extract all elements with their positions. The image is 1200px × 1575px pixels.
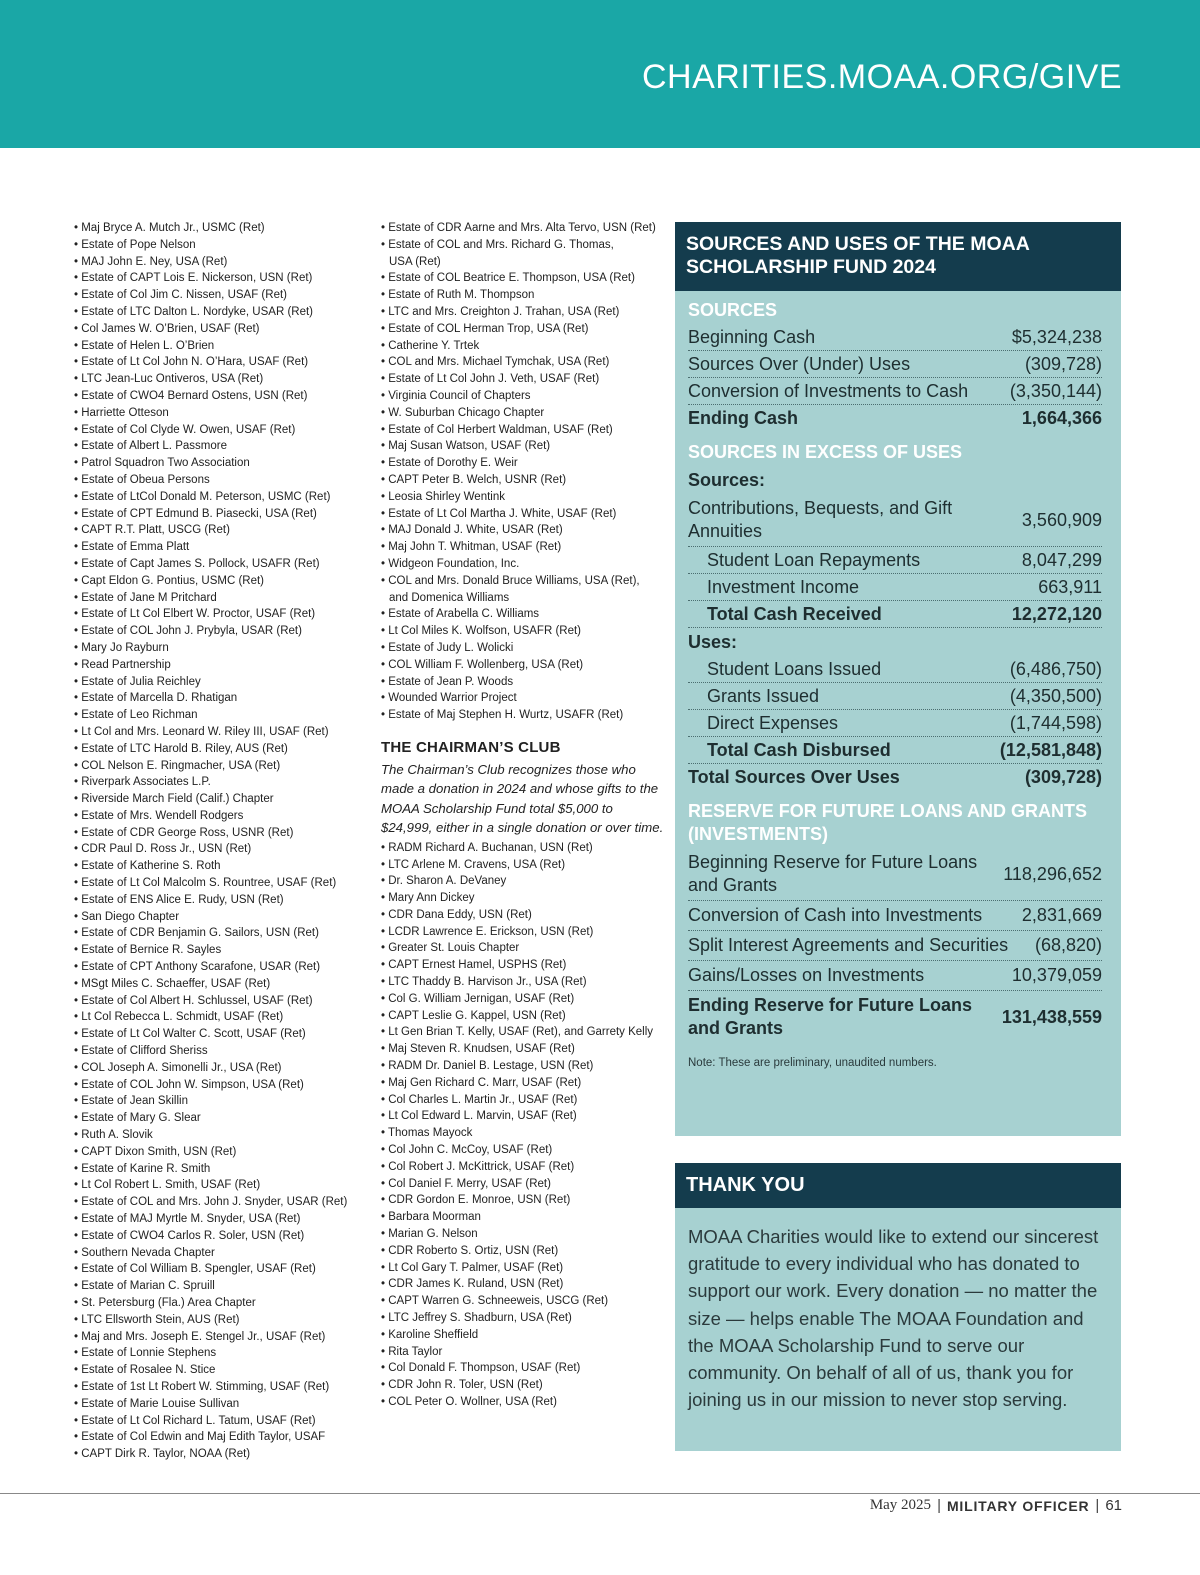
fund-row bbox=[688, 324, 1102, 351]
row-label: Student Loans Issued bbox=[707, 659, 882, 679]
donor-list-item: • Estate of Pope Nelson bbox=[74, 238, 196, 251]
donor-list-item: • Estate of Dorothy E. Weir bbox=[381, 457, 518, 470]
donor-list-item: • Leosia Shirley Wentink bbox=[381, 490, 505, 503]
donor-list-item: • Greater St. Louis Chapter bbox=[381, 942, 520, 955]
chairmans-club-title: THE CHAIRMAN’S CLUB bbox=[381, 738, 561, 756]
donor-list-item: • Barbara Moorman bbox=[381, 1211, 481, 1224]
thank-you-message: MOAA Charities would like to extend our sincerest gratitude to every individual who has donated to support our work. Every donation — no matter the size — helps enable The MOAA Foundation and the MOAA Scholarship Fund to serve our community. On behalf of all of us, thank you for joining us in our mission to never stop serving. bbox=[688, 1226, 1099, 1411]
donor-list-item: • Estate of LTC Dalton L. Nordyke, USAR (Ret) bbox=[74, 305, 314, 318]
total-received-row bbox=[688, 601, 1102, 628]
fund-row bbox=[688, 547, 1102, 574]
donor-list-item: • Ruth A. Slovik bbox=[74, 1129, 153, 1142]
fund-row bbox=[688, 901, 1102, 931]
donor-list-item: • Estate of Clifford Sheriss bbox=[74, 1045, 208, 1058]
donor-list-item: • LCDR Lawrence E. Erickson, USN (Ret) bbox=[381, 925, 594, 938]
donor-list-item: • Riverpark Associates L.P. bbox=[74, 776, 211, 789]
donor-list-item: • LTC and Mrs. Creighton J. Trahan, USA (Ret) bbox=[381, 305, 620, 318]
donor-list-item: • CDR Gordon E. Monroe, USN (Ret) bbox=[381, 1194, 571, 1207]
donor-list-item: • Estate of Judy L. Wolicki bbox=[381, 641, 514, 654]
donor-list-item: • Estate of Ruth M. Thompson bbox=[381, 289, 535, 302]
donor-list-item: • Estate of Bernice R. Sayles bbox=[74, 944, 222, 957]
donor-list-item: • Lt Col Edward L. Marvin, USAF (Ret) bbox=[381, 1110, 577, 1123]
row-label: Sources Over (Under) Uses bbox=[688, 354, 911, 374]
donor-list-item: • Maj Susan Watson, USAF (Ret) bbox=[381, 440, 551, 453]
row-label: Contributions, Bequests, and Gift Annuities bbox=[688, 498, 953, 541]
row-value: 10,379,059 bbox=[1011, 965, 1102, 985]
fund-row bbox=[688, 710, 1102, 737]
donor-list-item: • Estate of Col Clyde W. Owen, USAF (Ret) bbox=[74, 423, 296, 436]
donor-list-item: • COL Joseph A. Simonelli Jr., USA (Ret) bbox=[74, 1061, 282, 1074]
footer-rule bbox=[0, 1493, 1200, 1494]
donor-list-item: • Estate of Lt Col Elbert W. Proctor, USAF (Ret) bbox=[74, 608, 316, 621]
donor-list-item: • W. Suburban Chicago Chapter bbox=[381, 406, 545, 419]
donor-list-item: and Domenica Williams bbox=[389, 591, 510, 604]
donor-list-item: • Estate of COL and Mrs. John J. Snyder, USAR (Ret) bbox=[74, 1196, 348, 1209]
ending-cash-row bbox=[688, 405, 1102, 431]
fund-row bbox=[688, 494, 1102, 547]
donor-list-item: • CAPT Leslie G. Kappel, USN (Ret) bbox=[381, 1009, 566, 1022]
fund-row bbox=[688, 931, 1102, 961]
donor-list-item: • Estate of Leo Richman bbox=[74, 709, 198, 722]
donor-list-item: • Estate of Lt Col Walter C. Scott, USAF (Ret) bbox=[74, 1028, 306, 1041]
row-label: Split Interest Agreements and Securities bbox=[688, 935, 1009, 955]
donor-list-item: • Riverside March Field (Calif.) Chapter bbox=[74, 793, 274, 806]
donor-list-item: • CAPT Dirk R. Taylor, NOAA (Ret) bbox=[74, 1448, 251, 1461]
donor-list-item: • Estate of Col Herbert Waldman, USAF (Ret) bbox=[381, 423, 613, 436]
donor-list-item: • LTC Arlene M. Cravens, USA (Ret) bbox=[381, 858, 566, 871]
donor-list-item: • COL Peter O. Wollner, USA (Ret) bbox=[381, 1396, 557, 1408]
donor-list-item: • Estate of Emma Platt bbox=[74, 541, 190, 554]
donor-list-item: • Estate of Lt Col John J. Veth, USAF (Ret) bbox=[381, 373, 600, 386]
chairmans-club-description: The Chairman’s Club recognizes those who made a donation in 2024 and whose gifts to the MOAA Scholarship Fund total $5,000 to $24,999, either in a single donation or over time. bbox=[381, 761, 664, 836]
fund-row bbox=[688, 683, 1102, 710]
row-label: Gains/Losses on Investments bbox=[688, 965, 925, 985]
donor-list-item: • CAPT Peter B. Welch, USNR (Ret) bbox=[381, 473, 567, 486]
row-value: (1,744,598) bbox=[1009, 713, 1102, 733]
donor-list-item: • Estate of COL and Mrs. Richard G. Thomas, bbox=[381, 238, 614, 251]
row-value: $5,324,238 bbox=[1011, 327, 1102, 347]
donor-list-item: • Estate of CDR George Ross, USNR (Ret) bbox=[74, 826, 294, 839]
donor-list-item: • Maj John T. Whitman, USAF (Ret) bbox=[381, 541, 562, 554]
row-label: Total Sources Over Uses bbox=[688, 767, 900, 787]
total-disbursed-row bbox=[688, 737, 1102, 764]
donor-list-item: • RADM Richard A. Buchanan, USN (Ret) bbox=[381, 841, 593, 854]
donor-list-item: • CDR Paul D. Ross Jr., USN (Ret) bbox=[74, 843, 252, 856]
row-label: Direct Expenses bbox=[707, 713, 839, 733]
row-label: Ending Reserve for Future Loans and Grants bbox=[688, 995, 973, 1038]
fund-row bbox=[688, 961, 1102, 991]
footer-separator: | bbox=[1095, 1497, 1100, 1514]
donor-list-item: • COL William F. Wollenberg, USA (Ret) bbox=[381, 658, 584, 671]
donor-list-item: • Estate of ENS Alice E. Rudy, USN (Ret) bbox=[74, 893, 284, 906]
donor-list-item: • Estate of Lonnie Stephens bbox=[74, 1347, 217, 1360]
donor-list-item: • LTC Jeffrey S. Shadburn, USA (Ret) bbox=[381, 1312, 572, 1325]
row-value: 3,560,909 bbox=[1021, 509, 1102, 530]
donor-list-item: • Estate of COL Beatrice E. Thompson, USA (Ret) bbox=[381, 272, 635, 285]
donor-list-item: • CAPT Ernest Hamel, USPHS (Ret) bbox=[381, 959, 567, 972]
donor-list-item: • Thomas Mayock bbox=[381, 1127, 473, 1140]
donor-list-item: • LTC Jean-Luc Ontiveros, USA (Ret) bbox=[74, 373, 264, 386]
donor-list-item: • CDR John R. Toler, USN (Ret) bbox=[381, 1379, 543, 1392]
row-value: 12,272,120 bbox=[1011, 604, 1102, 624]
donor-list-item: • Capt Eldon G. Pontius, USMC (Ret) bbox=[74, 574, 265, 587]
row-value: (4,350,500) bbox=[1009, 686, 1102, 706]
row-label: Conversion of Investments to Cash bbox=[688, 381, 969, 401]
row-label: Ending Cash bbox=[688, 408, 799, 428]
donor-list-item: • Estate of Rosalee N. Stice bbox=[74, 1364, 216, 1377]
donor-list-item: • St. Petersburg (Fla.) Area Chapter bbox=[74, 1297, 256, 1309]
donor-list-item: • Rita Taylor bbox=[381, 1345, 443, 1358]
donor-list-item: • CAPT Dixon Smith, USN (Ret) bbox=[74, 1145, 237, 1158]
donor-list-item: • Patrol Squadron Two Association bbox=[74, 457, 250, 470]
donor-list-item: • Estate of CAPT Lois E. Nickerson, USN (Ret) bbox=[74, 272, 313, 285]
donor-list-item: • Harriette Otteson bbox=[74, 406, 169, 419]
donor-list-item: • Estate of MAJ Myrtle M. Snyder, USA (Ret) bbox=[74, 1213, 301, 1226]
donor-list-column-2 bbox=[381, 220, 666, 1411]
donor-list-item: • Estate of CDR Benjamin G. Sailors, USN (Ret) bbox=[74, 927, 319, 940]
donor-list-item: • Estate of COL Herman Trop, USA (Ret) bbox=[381, 322, 589, 335]
donor-list-item: • Lt Col and Mrs. Leonard W. Riley III, USAF (Ret) bbox=[74, 725, 329, 738]
page-footer bbox=[870, 1497, 1122, 1514]
donor-list-item: • Mary Jo Rayburn bbox=[74, 641, 169, 654]
donor-list-item: • Estate of CPT Anthony Scarafone, USAR (Ret) bbox=[74, 961, 321, 974]
donor-list-item: • CAPT Warren G. Schneeweis, USCG (Ret) bbox=[381, 1295, 609, 1308]
donor-list-item: • Estate of Maj Stephen H. Wurtz, USAFR (Ret) bbox=[381, 709, 624, 722]
donor-list-item: • Estate of Col Albert H. Schlussel, USAF (Ret) bbox=[74, 994, 313, 1007]
footer-separator: | bbox=[937, 1497, 941, 1514]
row-value: 118,296,652 bbox=[1003, 863, 1102, 884]
fund-note: Note: These are preliminary, unaudited numbers. bbox=[688, 1057, 937, 1069]
row-label: Beginning Reserve for Future Loans and Grants bbox=[688, 852, 978, 895]
uses-heading: Uses: bbox=[688, 632, 738, 652]
donor-list-item: • Col Donald F. Thompson, USAF (Ret) bbox=[381, 1362, 581, 1375]
thank-you-title: THANK YOU bbox=[675, 1163, 1121, 1208]
donor-list-item: • Col Charles L. Martin Jr., USAF (Ret) bbox=[381, 1093, 578, 1106]
row-value: (309,728) bbox=[1024, 354, 1102, 374]
donor-list-item: • Estate of Obeua Persons bbox=[74, 473, 210, 486]
donor-list-item: • Estate of Marcella D. Rhatigan bbox=[74, 692, 238, 705]
donor-list-item: • COL Nelson E. Ringmacher, USA (Ret) bbox=[74, 759, 281, 772]
sources-heading: Sources: bbox=[688, 470, 766, 490]
donor-list-item: • Marian G. Nelson bbox=[381, 1228, 478, 1241]
donor-list-item: • Estate of Karine R. Smith bbox=[74, 1162, 211, 1175]
scholarship-fund-panel bbox=[675, 222, 1121, 1136]
donor-list-item: • Estate of Jane M Pritchard bbox=[74, 591, 217, 604]
magazine-name: MILITARY OFFICER bbox=[946, 1497, 1090, 1514]
row-label: Conversion of Cash into Investments bbox=[688, 905, 983, 925]
donor-list-item: • Karoline Sheffield bbox=[381, 1328, 479, 1341]
row-label: Beginning Cash bbox=[688, 327, 816, 347]
donor-list-item: • CDR James K. Ruland, USN (Ret) bbox=[381, 1278, 564, 1291]
row-label: Student Loan Repayments bbox=[707, 550, 921, 570]
donor-list-item: • COL and Mrs. Michael Tymchak, USA (Ret) bbox=[381, 356, 610, 369]
fund-row bbox=[688, 574, 1102, 601]
donor-list-item: • Estate of CWO4 Carlos R. Soler, USN (Ret) bbox=[74, 1229, 305, 1242]
reserve-section-title: RESERVE FOR FUTURE LOANS AND GRANTS (INVESTMENTS) bbox=[688, 801, 1088, 844]
donor-list-item: • RADM Dr. Daniel B. Lestage, USN (Ret) bbox=[381, 1060, 594, 1073]
donor-list-item: • Lt Col Rebecca L. Schmidt, USAF (Ret) bbox=[74, 1011, 284, 1024]
donor-list-item: • Southern Nevada Chapter bbox=[74, 1246, 215, 1259]
fund-row bbox=[688, 656, 1102, 683]
donor-list-item: • Estate of Julia Reichley bbox=[74, 675, 201, 688]
donor-list-item: • Col Robert J. McKittrick, USAF (Ret) bbox=[381, 1160, 575, 1173]
fund-row bbox=[688, 378, 1102, 405]
donor-list-item: USA (Ret) bbox=[389, 255, 441, 268]
donor-list-item: • Col Daniel F. Merry, USAF (Ret) bbox=[381, 1177, 551, 1190]
page-number: 61 bbox=[1105, 1497, 1122, 1514]
sources-section-title: SOURCES bbox=[688, 300, 778, 320]
donor-list-item: • Maj Steven R. Knudsen, USAF (Ret) bbox=[381, 1043, 575, 1056]
donor-list-item: • Wounded Warrior Project bbox=[381, 692, 517, 705]
donor-list-item: • COL and Mrs. Donald Bruce Williams, USA (Ret), bbox=[381, 574, 640, 587]
donor-list-item: • Estate of Jean Skillin bbox=[74, 1095, 188, 1108]
row-value: 2,831,669 bbox=[1021, 905, 1102, 925]
donor-list-item: • MAJ Donald J. White, USAR (Ret) bbox=[381, 524, 563, 537]
row-value: (6,486,750) bbox=[1009, 659, 1102, 679]
row-label: Total Cash Disbursed bbox=[707, 740, 891, 760]
donor-list-item: • Lt Col Robert L. Smith, USAF (Ret) bbox=[74, 1179, 261, 1192]
donor-list-item: • Mary Ann Dickey bbox=[381, 892, 475, 905]
row-value: 1,664,366 bbox=[1021, 408, 1102, 428]
donor-list-item: • Estate of Lt Col Martha J. White, USAF (Ret) bbox=[381, 507, 617, 520]
donor-list-item: • Estate of Capt James S. Pollock, USAFR (Ret) bbox=[74, 557, 320, 570]
donor-list-item: • Estate of Jean P. Woods bbox=[381, 675, 514, 688]
row-value: 8,047,299 bbox=[1021, 550, 1102, 570]
total-sources-over-uses-row bbox=[688, 764, 1102, 790]
donor-list-item: • Estate of Lt Col John N. O’Hara, USAF (Ret) bbox=[74, 356, 309, 369]
donor-list-item: • Estate of Helen L. O’Brien bbox=[74, 339, 215, 352]
donor-list-item: • Estate of Albert L. Passmore bbox=[74, 440, 227, 453]
donor-list-item: • Maj Bryce A. Mutch Jr., USMC (Ret) bbox=[74, 222, 265, 234]
donor-list-item: • Virginia Council of Chapters bbox=[381, 389, 531, 402]
donor-list-item: • San Diego Chapter bbox=[74, 910, 180, 923]
fund-row bbox=[688, 848, 1102, 901]
donor-list-item: • Widgeon Foundation, Inc. bbox=[381, 557, 520, 570]
donor-list-item: • Estate of CDR Aarne and Mrs. Alta Tervo, USN (Ret) bbox=[381, 222, 656, 234]
donor-list-item: • LTC Ellsworth Stein, AUS (Ret) bbox=[74, 1313, 240, 1326]
donor-list-item: • MSgt Miles C. Schaeffer, USAF (Ret) bbox=[74, 977, 271, 990]
row-label: Grants Issued bbox=[707, 686, 820, 706]
donor-list-item: • Estate of Marie Louise Sullivan bbox=[74, 1397, 240, 1410]
donor-list-item: • Estate of Lt Col Richard L. Tatum, USAF (Ret) bbox=[74, 1414, 316, 1427]
row-value: 131,438,559 bbox=[1001, 1006, 1102, 1027]
excess-section-title: SOURCES IN EXCESS OF USES bbox=[688, 442, 963, 462]
site-url[interactable]: CHARITIES.MOAA.ORG/GIVE bbox=[641, 58, 1122, 96]
donor-list-item: • Estate of LTC Harold B. Riley, AUS (Ret) bbox=[74, 742, 288, 755]
donor-list-item: • CAPT R.T. Platt, USCG (Ret) bbox=[74, 524, 230, 537]
donor-list bbox=[381, 220, 666, 724]
donor-list-column-1 bbox=[74, 220, 369, 1463]
donor-list-item: • Estate of CPT Edmund B. Piasecki, USA (Ret) bbox=[74, 507, 317, 520]
donor-list-item: • Estate of COL John W. Simpson, USA (Ret) bbox=[74, 1078, 304, 1091]
fund-panel-title: SOURCES AND USES OF THE MOAA SCHOLARSHIP FUND 2024 bbox=[675, 222, 1121, 291]
chairmans-club-list bbox=[381, 840, 666, 1411]
row-value: (68,820) bbox=[1034, 935, 1102, 955]
donor-list-item: • CDR Dana Eddy, USN (Ret) bbox=[381, 908, 532, 921]
donor-list-item: • Lt Col Miles K. Wolfson, USAFR (Ret) bbox=[381, 625, 581, 638]
row-value: (3,350,144) bbox=[1009, 381, 1102, 401]
donor-list-item: • Estate of Arabella C. Williams bbox=[381, 608, 540, 621]
donor-list-item: • Estate of Mrs. Wendell Rodgers bbox=[74, 809, 244, 822]
donor-list-item: • Estate of 1st Lt Robert W. Stimming, USAF (Ret) bbox=[74, 1380, 330, 1393]
donor-list-item: • MAJ John E. Ney, USA (Ret) bbox=[74, 255, 228, 268]
donor-list-item: • Estate of Col Jim C. Nissen, USAF (Ret) bbox=[74, 289, 287, 302]
donor-list-item: • Estate of Marian C. Spruill bbox=[74, 1280, 215, 1293]
issue-date: May 2025 bbox=[869, 1497, 932, 1513]
donor-list-item: • Dr. Sharon A. DeVaney bbox=[381, 875, 507, 888]
row-label: Investment Income bbox=[707, 577, 860, 597]
donor-list-item: • Estate of Lt Col Malcolm S. Rountree, USAF (Ret) bbox=[74, 877, 337, 890]
donor-list-item: • Estate of CWO4 Bernard Ostens, USN (Ret) bbox=[74, 389, 308, 402]
donor-list-item: • LTC Thaddy B. Harvison Jr., USA (Ret) bbox=[381, 976, 587, 989]
row-label: Total Cash Received bbox=[707, 604, 882, 624]
ending-reserve-row bbox=[688, 991, 1102, 1043]
donor-list-item: • Catherine Y. Trtek bbox=[381, 339, 480, 352]
row-value: (12,581,848) bbox=[999, 740, 1102, 760]
donor-list-item: • Col John C. McCoy, USAF (Ret) bbox=[381, 1144, 553, 1157]
donor-list-item: • Maj Gen Richard C. Marr, USAF (Ret) bbox=[381, 1076, 582, 1089]
header-banner bbox=[0, 0, 1200, 148]
donor-list-item: • Estate of Col William B. Spengler, USAF (Ret) bbox=[74, 1263, 316, 1276]
donor-list-item: • Col G. William Jernigan, USAF (Ret) bbox=[381, 992, 575, 1005]
donor-list-item: • Col James W. O’Brien, USAF (Ret) bbox=[74, 322, 260, 335]
thank-you-panel bbox=[675, 1163, 1121, 1451]
donor-list-item: • Lt Col Gary T. Palmer, USAF (Ret) bbox=[381, 1261, 564, 1274]
donor-list-item: • Estate of Mary G. Slear bbox=[74, 1112, 201, 1125]
donor-list-item: • Estate of LtCol Donald M. Peterson, USMC (Ret) bbox=[74, 490, 331, 503]
donor-list-item: • Maj and Mrs. Joseph E. Stengel Jr., USAF (Ret) bbox=[74, 1330, 326, 1343]
fund-row bbox=[688, 351, 1102, 378]
donor-list-item: • Estate of Col Edwin and Maj Edith Taylor, USAF bbox=[74, 1431, 326, 1444]
donor-list-item: • CDR Roberto S. Ortiz, USN (Ret) bbox=[381, 1244, 559, 1257]
donor-list-item: • Estate of Katherine S. Roth bbox=[74, 860, 221, 873]
row-value: 663,911 bbox=[1038, 577, 1102, 597]
donor-list-item: • Lt Gen Brian T. Kelly, USAF (Ret), and Garrety Kelly bbox=[381, 1026, 654, 1039]
donor-list-item: • Estate of COL John J. Prybyla, USAR (Ret) bbox=[74, 625, 302, 638]
donor-list-item: • Read Partnership bbox=[74, 658, 171, 671]
row-value: (309,728) bbox=[1024, 767, 1102, 787]
